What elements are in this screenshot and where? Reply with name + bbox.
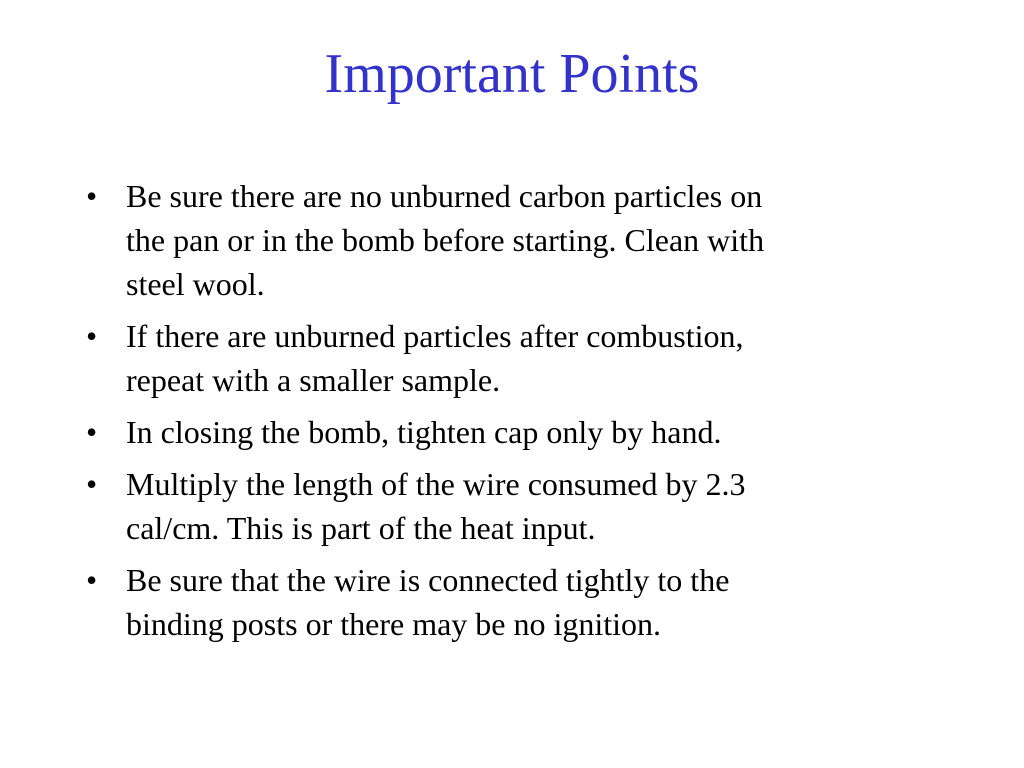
bullet-text: If there are unburned particles after combustion, repeat with a smaller sample.: [126, 318, 744, 398]
bullet-text: Be sure there are no unburned carbon particles on the pan or in the bomb before starting. Clean with steel wool.: [126, 178, 765, 302]
bullet-item: [86, 410, 946, 454]
bullet-item: [86, 558, 946, 646]
bullet-point-icon: •: [86, 318, 98, 354]
bullet-item: [86, 314, 946, 402]
bullet-point-icon: •: [86, 466, 98, 502]
bullet-text: Be sure that the wire is connected tightly to the binding posts or there may be no ignition.: [126, 562, 730, 642]
bullet-list: [86, 174, 946, 654]
bullet-text: Multiply the length of the wire consumed by 2.3 cal/cm. This is part of the heat input.: [126, 466, 746, 546]
bullet-point-icon: •: [86, 562, 98, 598]
slide-title: Important Points: [324, 43, 700, 105]
bullet-item: [86, 174, 946, 306]
bullet-item: [86, 462, 946, 550]
bullet-point-icon: •: [86, 414, 98, 450]
bullet-point-icon: •: [86, 178, 98, 214]
bullet-text: In closing the bomb, tighten cap only by hand.: [126, 414, 722, 450]
